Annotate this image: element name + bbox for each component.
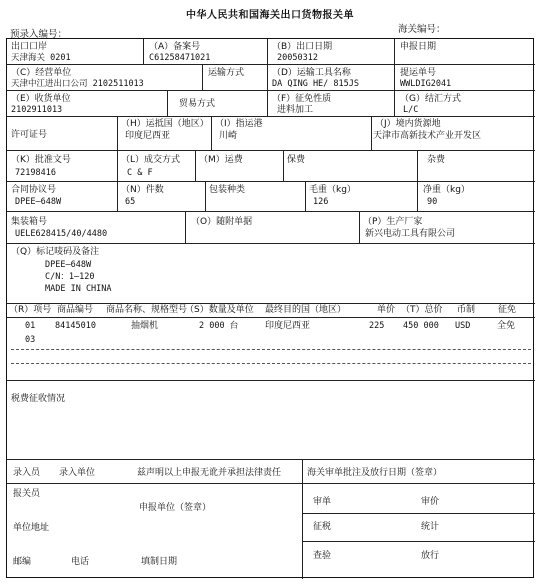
exemption-value: 进料加工	[277, 105, 314, 115]
postcode-label: 邮编	[13, 557, 32, 567]
inspect-label: 查验	[313, 551, 332, 561]
goods-item: 01	[25, 321, 36, 331]
container-label: 集装箱号	[11, 217, 48, 227]
export-port-value: 天津海关 0201	[11, 53, 71, 63]
customs-number-label: 海关编号：	[398, 24, 446, 35]
settlement-value: L/C	[403, 105, 419, 115]
source-label: （J）境内货源地	[375, 119, 441, 129]
entry-person-label: 录入员	[13, 468, 41, 478]
maker-label: （P）生产厂家	[363, 217, 423, 227]
pieces-label: （N）件数	[121, 185, 164, 195]
declaration-form	[6, 38, 534, 578]
rule-12	[7, 483, 535, 484]
exemption-label: （F）征免性质	[272, 94, 332, 104]
dest-country-label: （H）运抵国（地区）	[121, 119, 209, 129]
rule-7	[7, 243, 535, 244]
valuation-label: 审价	[421, 497, 440, 507]
rule-2	[7, 90, 535, 91]
vehicle-value: DA QING HE/ 815JS	[272, 79, 359, 89]
marks-line: DPEE—648W	[45, 260, 92, 270]
rule-4	[7, 150, 535, 151]
bl-value: WWLDIG2041	[400, 79, 452, 89]
marks-line: MADE IN CHINA	[45, 284, 112, 294]
approval-title: 海关审单批注及放行日期（签章）	[307, 468, 443, 478]
approval-label: （K）批准文号	[11, 155, 71, 165]
misc-label: 杂费	[427, 155, 446, 165]
rule-11	[7, 459, 535, 460]
export-port-label: 出口口岸	[11, 42, 48, 52]
entry-unit-label: 录入单位	[59, 468, 96, 478]
declare-unit-sign-label: 申报单位（签章）	[139, 503, 212, 513]
rule-9	[7, 317, 535, 318]
fill-date-label: 填制日期	[141, 557, 178, 567]
dest-port-value: 川崎	[219, 131, 238, 141]
goods-dest: 印度尼西亚	[265, 321, 311, 331]
unit-address-label: 单位地址	[13, 523, 50, 533]
rule-8	[7, 303, 535, 304]
goods-header-code: 商品编号	[57, 305, 94, 315]
dest-port-label: （I）指运港	[215, 119, 263, 129]
form-title: 中华人民共和国海关出口货物报关单	[186, 10, 354, 21]
goods-currency: USD	[455, 321, 471, 331]
goods-header-exempt: 征免	[498, 305, 517, 315]
declare-date-label: 申报日期	[400, 42, 437, 52]
rule-5	[7, 181, 535, 182]
release-label: 放行	[421, 551, 440, 561]
dest-country-value: 印度尼西亚	[125, 131, 171, 141]
rule-6	[7, 211, 535, 212]
operator-value: 天津中江进出口公司 2102511013	[11, 79, 144, 89]
goods-header-currency: 币制	[457, 305, 476, 315]
insurance-label: 保费	[287, 155, 306, 165]
package-label: 包装种类	[209, 185, 246, 195]
gross-value: 126	[313, 197, 329, 207]
export-date-value: 20050312	[277, 53, 318, 63]
goods-header-item: （R）项号	[9, 305, 52, 315]
freight-label: （M）运费	[199, 155, 243, 165]
declaration-statement: 兹声明以上申报无讹并承担法律责任	[137, 468, 282, 478]
transport-mode-label: 运输方式	[208, 68, 245, 78]
net-value: 90	[427, 197, 438, 207]
goods-header-name: 商品名称、规格型号	[106, 305, 188, 315]
phone-label: 电话	[71, 557, 90, 567]
tax-label: 税费征收情况	[11, 394, 66, 404]
marks-line: C/N：1—120	[45, 272, 95, 282]
docs-label: （O）随附单据	[191, 217, 253, 227]
goods-header-dest: 最终目的国（地区）	[265, 305, 347, 315]
consignor-value: 2102911013	[11, 105, 63, 115]
tax-collect-label: 征税	[313, 522, 332, 532]
bl-label: 提运单号	[400, 68, 437, 78]
rule-14	[302, 541, 535, 542]
goods-qty: 2 000 台	[199, 321, 239, 331]
goods-header-qty: （S）数量及单位	[185, 305, 254, 315]
goods-header-total: （T）总价	[401, 305, 443, 315]
gross-label: 毛重（kg）	[309, 185, 356, 195]
rule-3	[7, 116, 535, 117]
contract-value: DPEE—648W	[15, 197, 62, 207]
pre-entry-number-label: 预录入编号：	[10, 29, 68, 40]
goods-item: 03	[25, 335, 36, 345]
record-no-value: C61258471021	[149, 53, 211, 63]
terms-label: （L）成交方式	[121, 155, 181, 165]
stats-label: 统计	[421, 522, 440, 532]
terms-value: C & F	[127, 168, 153, 178]
goods-price: 225	[369, 321, 385, 331]
goods-code: 84145010	[55, 321, 96, 331]
dash-line-1	[11, 349, 531, 350]
goods-total: 450 000	[403, 321, 439, 331]
marks-label: （Q）标记唛码及备注	[11, 247, 100, 257]
license-label: 许可证号	[11, 130, 48, 140]
review-label: 审单	[313, 497, 332, 507]
contract-label: 合同协议号	[11, 185, 57, 195]
operator-label: （C）经营单位	[11, 68, 72, 78]
pieces-value: 65	[125, 197, 136, 207]
approval-value: 72198416	[15, 168, 56, 178]
dash-line-2	[11, 363, 531, 364]
rule-10	[7, 380, 535, 381]
trade-mode-label: 贸易方式	[179, 99, 216, 109]
net-label: 净重（kg）	[423, 185, 470, 195]
export-date-label: （B）出口日期	[272, 42, 333, 52]
rule-1	[7, 64, 535, 65]
consignor-label: （E）收货单位	[11, 94, 71, 104]
vehicle-label: （D）运输工具名称	[272, 68, 351, 78]
settlement-label: （G）结汇方式	[400, 94, 461, 104]
record-no-label: （A）备案号	[149, 42, 201, 52]
goods-name: 抽烟机	[131, 321, 159, 331]
goods-header-price: 单价	[377, 305, 396, 315]
source-value: 天津市高新技术产业开发区	[373, 131, 482, 141]
goods-exempt: 全免	[497, 321, 516, 331]
container-value: UELE628415/40/4480	[15, 229, 108, 239]
rule-13	[302, 513, 535, 514]
maker-value: 新兴电动工具有限公司	[365, 229, 456, 239]
declarant-label: 报关员	[13, 489, 41, 499]
